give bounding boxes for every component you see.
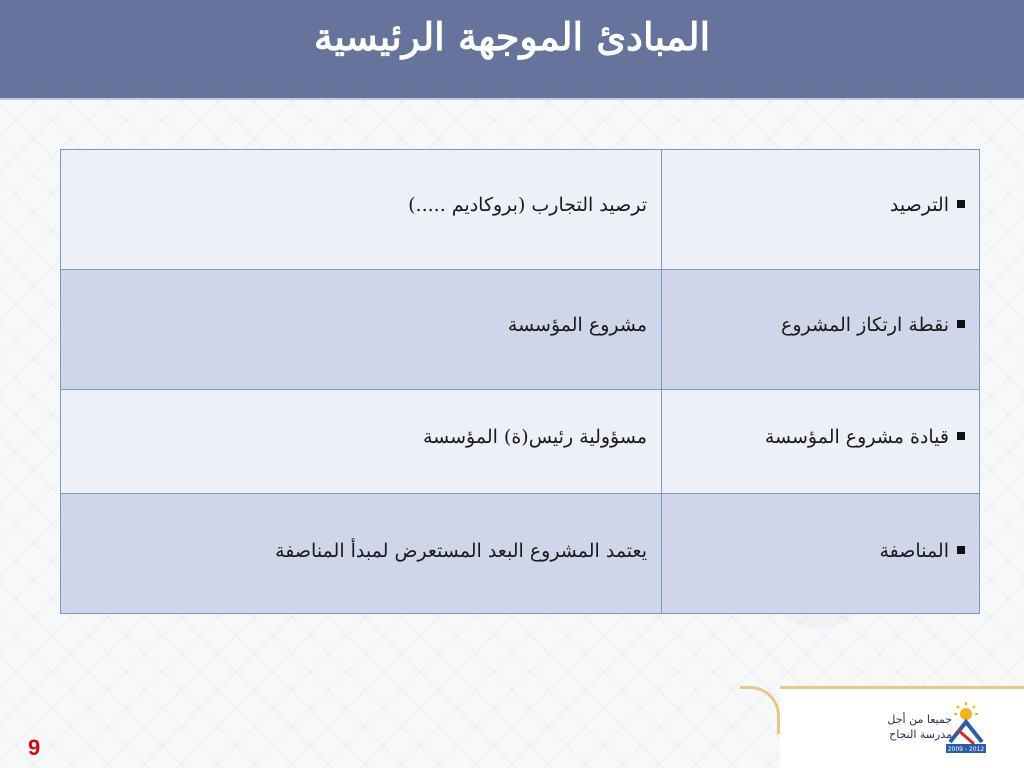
square-bullet-icon [957,432,965,440]
principle-label: المناصفة [879,540,949,562]
logo-line-1: جميعا من أجل [887,713,952,726]
logo-text [862,712,952,742]
table-row [61,270,980,390]
square-bullet-icon [957,200,965,208]
title-bar [0,0,1024,100]
principle-cell [662,390,980,494]
description-cell: مسؤولية رئيس(ة) المؤسسة [61,390,662,494]
table-row [61,150,980,270]
square-bullet-icon [957,546,965,554]
description-cell: يعتمد المشروع البعد المستعرض لمبدأ المناصفة [61,494,662,614]
principle-label: الترصيد [889,194,949,216]
logo-years: 2009 - 2012 [947,746,985,753]
page-number: 9 [28,735,41,760]
principle-cell [662,494,980,614]
principle-label: نقطة ارتكاز المشروع [781,314,949,336]
logo-line-2: مدرسة النجاح [889,728,952,741]
principle-label: قيادة مشروع المؤسسة [764,426,949,448]
principle-cell [662,150,980,270]
school-success-logo-icon [942,700,990,754]
table-row [61,494,980,614]
description-cell: مشروع المؤسسة [61,270,662,390]
principle-cell [662,270,980,390]
principles-table [60,149,980,614]
table-row [61,390,980,494]
description-cell: ترصيد التجارب (بروكاديم .....) [61,150,662,270]
square-bullet-icon [957,320,965,328]
slide-title: المبادئ الموجهة الرئيسية [313,14,711,59]
